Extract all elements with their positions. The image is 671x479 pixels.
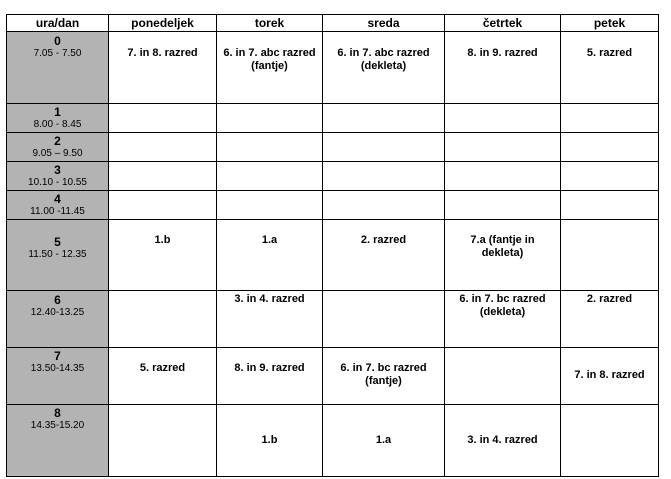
lesson-text: 6. in 7. abc razred (dekleta) [337, 47, 430, 72]
period-label-1 [7, 104, 109, 133]
period-time: 14.35-15.20 [30, 420, 85, 431]
lesson-cell [109, 220, 217, 291]
lesson-cell [323, 191, 445, 220]
lesson-text: 8. in 9. razred [234, 362, 305, 374]
day-header-monday: ponedeljek [109, 15, 217, 32]
lesson-text: 8. in 9. razred [467, 47, 538, 59]
period-label-2 [7, 133, 109, 162]
period-label-6 [7, 291, 109, 348]
lesson-text: 2. razred [586, 293, 633, 305]
period-time: 12.40-13.25 [30, 307, 85, 318]
lesson-cell [217, 32, 323, 104]
period-number: 6 [54, 293, 61, 307]
period-time: 13.50-14.35 [30, 363, 85, 374]
lesson-cell [445, 348, 561, 405]
period-label-5 [7, 220, 109, 291]
lesson-cell [561, 291, 659, 348]
period-row-2 [7, 133, 659, 162]
period-time: 7.05 - 7.50 [33, 48, 82, 59]
lesson-cell [323, 291, 445, 348]
period-number: 7 [54, 349, 61, 363]
period-row-6 [7, 291, 659, 348]
lesson-cell [217, 133, 323, 162]
lesson-cell [323, 220, 445, 291]
lesson-cell [561, 32, 659, 104]
day-header-wednesday: sreda [323, 15, 445, 32]
lesson-cell [109, 104, 217, 133]
day-header-thursday: četrtek [445, 15, 561, 32]
lesson-cell [445, 104, 561, 133]
lesson-cell [445, 220, 561, 291]
lesson-cell [217, 348, 323, 405]
lesson-cell [217, 104, 323, 133]
period-time: 10.10 - 10.55 [28, 177, 87, 188]
lesson-text: 7. in 8. razred [127, 47, 198, 59]
lesson-cell [323, 405, 445, 477]
period-label-0 [7, 32, 109, 104]
lesson-cell [445, 133, 561, 162]
lesson-cell [217, 191, 323, 220]
period-time: 11.50 - 12.35 [28, 249, 87, 260]
lesson-text: 6. in 7. bc razred (dekleta) [459, 293, 546, 318]
lesson-text: 2. razred [360, 234, 407, 246]
header-row [7, 15, 659, 32]
lesson-text: 1.a [375, 434, 392, 446]
period-number: 8 [54, 406, 61, 420]
period-row-8 [7, 405, 659, 477]
lesson-cell [109, 32, 217, 104]
lesson-cell [445, 162, 561, 191]
lesson-text: 6. in 7. bc razred (fantje) [340, 362, 427, 387]
lesson-cell [217, 405, 323, 477]
lesson-cell [217, 291, 323, 348]
period-label-7 [7, 348, 109, 405]
lesson-cell [445, 191, 561, 220]
lesson-text: 3. in 4. razred [467, 434, 538, 446]
lesson-text: 5. razred [139, 362, 186, 374]
lesson-cell [109, 348, 217, 405]
lesson-text: 6. in 7. abc razred (fantje) [223, 47, 316, 72]
period-row-1 [7, 104, 659, 133]
lesson-text: 3. in 4. razred [234, 293, 305, 305]
lesson-cell [445, 405, 561, 477]
lesson-cell [323, 133, 445, 162]
lesson-text: 1.a [261, 234, 278, 246]
period-number: 1 [54, 105, 61, 119]
period-row-4 [7, 191, 659, 220]
lesson-cell [109, 405, 217, 477]
lesson-cell [561, 104, 659, 133]
lesson-text: 5. razred [586, 47, 633, 59]
period-number: 3 [54, 163, 61, 177]
lesson-text: 1.b [154, 234, 171, 246]
lesson-cell [561, 162, 659, 191]
corner-header: ura/dan [7, 15, 109, 32]
period-time: 8.00 - 8.45 [33, 119, 82, 130]
period-label-8 [7, 405, 109, 477]
period-row-5 [7, 220, 659, 291]
period-label-3 [7, 162, 109, 191]
lesson-cell [109, 133, 217, 162]
lesson-cell [561, 405, 659, 477]
period-row-0 [7, 32, 659, 104]
period-time: 9.05 – 9.50 [32, 148, 83, 159]
lesson-cell [561, 133, 659, 162]
lesson-cell [109, 191, 217, 220]
lesson-cell [217, 220, 323, 291]
lesson-cell [561, 191, 659, 220]
period-time: 11.00 -11.45 [30, 206, 85, 217]
lesson-cell [109, 162, 217, 191]
lesson-cell [323, 104, 445, 133]
lesson-text: 7.a (fantje in dekleta) [470, 234, 535, 259]
period-number: 0 [54, 34, 61, 48]
lesson-cell [561, 220, 659, 291]
lesson-cell [323, 162, 445, 191]
lesson-cell [561, 348, 659, 405]
timetable [6, 14, 659, 477]
lesson-cell [323, 32, 445, 104]
period-label-4 [7, 191, 109, 220]
lesson-cell [445, 32, 561, 104]
period-row-7 [7, 348, 659, 405]
lesson-cell [217, 162, 323, 191]
lesson-text: 7. in 8. razred [574, 369, 645, 381]
period-number: 2 [54, 134, 61, 148]
lesson-cell [323, 348, 445, 405]
lesson-cell [445, 291, 561, 348]
period-number: 5 [54, 235, 61, 249]
period-number: 4 [54, 192, 61, 206]
lesson-cell [109, 291, 217, 348]
day-header-friday: petek [561, 15, 659, 32]
day-header-tuesday: torek [217, 15, 323, 32]
lesson-text: 1.b [261, 434, 278, 446]
period-row-3 [7, 162, 659, 191]
